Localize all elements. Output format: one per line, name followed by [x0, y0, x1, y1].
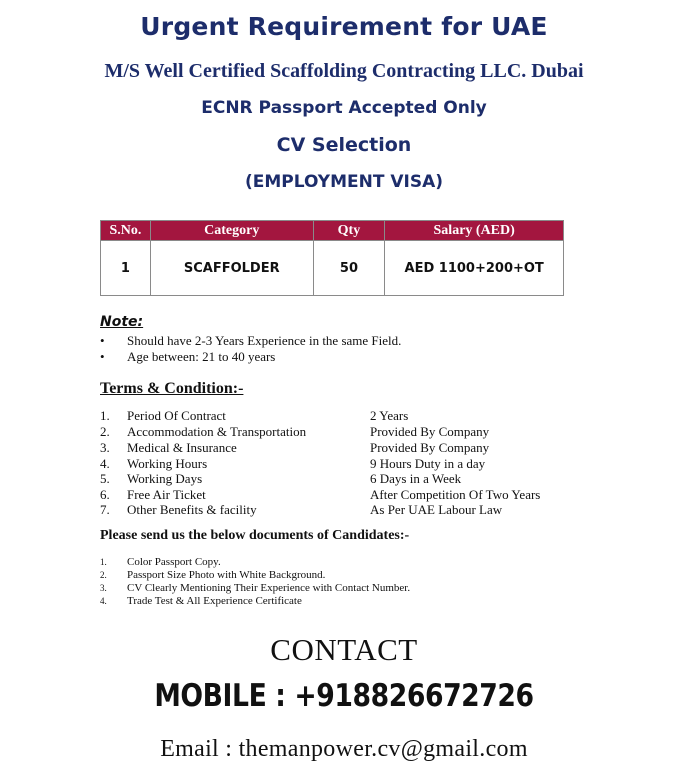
- document-number: 3.: [100, 583, 107, 593]
- terms-heading: Terms & Condition:-: [100, 380, 244, 397]
- terms-value: As Per UAE Labour Law: [370, 502, 503, 517]
- terms-row: [100, 440, 580, 456]
- document-label: Trade Test & All Experience Certificate: [127, 595, 302, 607]
- terms-label: Medical & Insurance: [127, 440, 237, 455]
- terms-row: [100, 487, 580, 503]
- terms-number: 2.: [100, 424, 110, 439]
- terms-number: 4.: [100, 456, 110, 471]
- terms-number: 7.: [100, 502, 110, 517]
- document-number: 2.: [100, 570, 107, 580]
- terms-value: 6 Days in a Week: [370, 471, 462, 486]
- table-header-row: [101, 221, 564, 241]
- terms-value: 9 Hours Duty in a day: [370, 456, 486, 471]
- terms-value: Provided By Company: [370, 440, 490, 455]
- terms-row: [100, 408, 580, 424]
- requirement-table: [100, 220, 564, 296]
- terms-label: Accommodation & Transportation: [127, 424, 307, 439]
- terms-value: Provided By Company: [370, 424, 490, 439]
- bullet-icon: •: [100, 333, 105, 348]
- visa-type-label: (EMPLOYMENT VISA): [244, 172, 444, 192]
- table-row: [101, 241, 564, 296]
- document-number: 1.: [100, 557, 107, 567]
- mobile-number: MOBILE : +918826672726: [154, 678, 534, 714]
- column-header-sno: S.No.: [101, 221, 151, 241]
- terms-number: 1.: [100, 408, 110, 423]
- terms-number: 5.: [100, 471, 110, 486]
- passport-note: ECNR Passport Accepted Only: [201, 98, 487, 118]
- terms-label: Free Air Ticket: [127, 487, 206, 502]
- terms-label: Working Hours: [127, 456, 208, 471]
- document-label: CV Clearly Mentioning Their Experience with Contact Number.: [127, 582, 411, 594]
- cv-selection-label: CV Selection: [276, 134, 412, 156]
- terms-number: 3.: [100, 440, 110, 455]
- terms-label: Other Benefits & facility: [127, 502, 257, 517]
- document-label: Color Passport Copy.: [127, 556, 221, 568]
- terms-value: After Competition Of Two Years: [370, 487, 541, 502]
- page-title: Urgent Requirement for UAE: [140, 12, 548, 41]
- contact-heading: CONTACT: [270, 632, 418, 667]
- cell-sno: 1: [101, 241, 151, 296]
- column-header-qty: Qty: [313, 221, 385, 241]
- terms-row: [100, 471, 580, 487]
- note-item-age: Age between: 21 to 40 years: [127, 349, 276, 364]
- terms-row: [100, 424, 580, 440]
- bullet-icon: •: [100, 349, 105, 364]
- document-number: 4.: [100, 596, 107, 606]
- note-heading: Note:: [100, 314, 144, 330]
- note-item-experience: Should have 2-3 Years Experience in the same Field.: [127, 333, 402, 348]
- email-address: Email : themanpower.cv@gmail.com: [160, 736, 528, 762]
- cell-category: SCAFFOLDER: [150, 241, 313, 296]
- terms-value: 2 Years: [370, 408, 409, 423]
- document-label: Passport Size Photo with White Background.: [127, 569, 326, 581]
- cell-qty: 50: [313, 241, 385, 296]
- company-name: M/S Well Certified Scaffolding Contracting LLC. Dubai: [104, 60, 584, 82]
- column-header-category: Category: [150, 221, 313, 241]
- cell-salary: AED 1100+200+OT: [385, 241, 564, 296]
- column-header-salary: Salary (AED): [385, 221, 564, 241]
- terms-number: 6.: [100, 487, 110, 502]
- documents-heading: Please send us the below documents of Candidates:-: [100, 528, 410, 543]
- terms-label: Period Of Contract: [127, 408, 226, 423]
- terms-row: [100, 456, 580, 472]
- terms-row: [100, 502, 580, 518]
- terms-label: Working Days: [127, 471, 203, 486]
